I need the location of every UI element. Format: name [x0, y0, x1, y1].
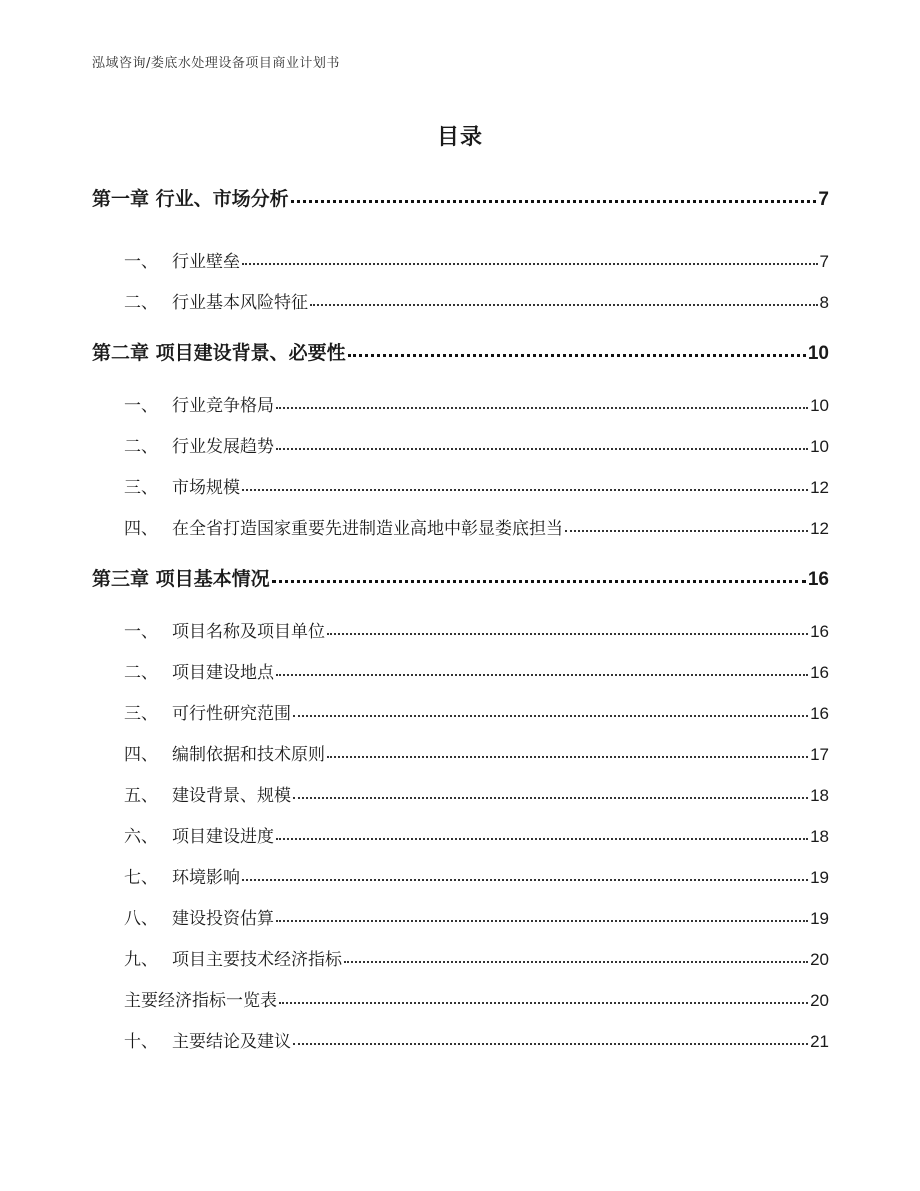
dot-leader — [242, 250, 818, 267]
toc-entry-label — [124, 945, 342, 970]
toc-page-number: 10 — [810, 437, 829, 456]
toc-entry-label — [124, 740, 325, 765]
toc-page-number: 16 — [810, 704, 829, 723]
toc-entry-label: 第一章 行业、市场分析 — [92, 188, 289, 210]
toc-page-number: 18 — [810, 786, 829, 805]
dot-leader — [293, 702, 808, 719]
toc-section[interactable] — [124, 617, 829, 642]
dot-leader — [276, 825, 808, 842]
toc-section[interactable] — [124, 1027, 829, 1052]
toc-section[interactable] — [124, 945, 829, 970]
toc-entry-label — [124, 432, 274, 457]
toc-entry-label — [124, 658, 274, 683]
running-header: 泓域咨询/娄底水处理设备项目商业计划书 — [92, 56, 340, 71]
dot-leader — [276, 394, 808, 411]
toc-section[interactable] — [124, 740, 829, 765]
toc-section-title: 环境影响 — [172, 868, 240, 888]
dot-leader — [276, 661, 808, 678]
toc-section-number: 九、 — [124, 950, 158, 970]
toc-section[interactable] — [124, 699, 829, 724]
toc-section[interactable] — [124, 514, 829, 539]
dot-leader — [327, 743, 808, 760]
toc-page-number: 10 — [810, 396, 829, 415]
toc-entry-label — [124, 391, 274, 416]
toc-chapter-3[interactable] — [92, 564, 829, 591]
toc-section[interactable] — [124, 247, 829, 272]
dot-leader — [276, 435, 808, 452]
toc-page-number: 20 — [810, 950, 829, 969]
toc-section-number: 一、 — [124, 252, 158, 272]
toc-entry-label — [124, 1027, 291, 1052]
toc-section[interactable] — [124, 904, 829, 929]
toc-entry-label — [124, 288, 308, 313]
toc-section-title: 项目主要技术经济指标 — [172, 950, 342, 970]
dot-leader — [310, 291, 818, 308]
toc-section-number: 六、 — [124, 827, 158, 847]
dot-leader — [348, 340, 806, 359]
toc-page-number: 8 — [819, 293, 829, 312]
dot-leader — [293, 784, 808, 801]
toc-section-title: 项目建设地点 — [172, 663, 274, 683]
toc-section-title: 行业基本风险特征 — [172, 293, 308, 313]
toc-page-number: 16 — [810, 622, 829, 641]
toc-section-title: 行业竞争格局 — [172, 396, 274, 416]
dot-leader — [279, 989, 808, 1006]
toc-section-title: 编制依据和技术原则 — [172, 745, 325, 765]
toc-page-number: 12 — [810, 478, 829, 497]
toc-section-number: 二、 — [124, 293, 158, 313]
toc-section-number: 十、 — [124, 1032, 158, 1052]
toc-entry-label: 第二章 项目建设背景、必要性 — [92, 342, 346, 364]
toc-section-number: 五、 — [124, 786, 158, 806]
toc-section[interactable] — [124, 658, 829, 683]
toc-section[interactable] — [124, 288, 829, 313]
toc-section[interactable] — [124, 822, 829, 847]
toc-section[interactable] — [124, 432, 829, 457]
toc-section[interactable] — [124, 781, 829, 806]
toc-page-number: 18 — [810, 827, 829, 846]
toc-section-title: 市场规模 — [172, 478, 240, 498]
toc-section-title: 项目建设进度 — [172, 827, 274, 847]
toc-page-number: 12 — [810, 519, 829, 538]
toc-page-number: 17 — [810, 745, 829, 764]
toc-entry-label: 第三章 项目基本情况 — [92, 568, 270, 590]
toc-entry-label — [124, 781, 291, 806]
toc-entry-label — [124, 514, 563, 539]
toc-page-number: 16 — [807, 569, 829, 590]
toc-entry-label — [124, 863, 240, 888]
toc-section-title: 在全省打造国家重要先进制造业高地中彰显娄底担当 — [172, 519, 563, 539]
toc-section-title: 建设背景、规模 — [172, 786, 291, 806]
toc-section-number: 七、 — [124, 868, 158, 888]
toc-section-title: 行业发展趋势 — [172, 437, 274, 457]
toc-page-number: 7 — [818, 189, 829, 210]
toc-section-title: 建设投资估算 — [172, 909, 274, 929]
toc-page-number: 21 — [810, 1032, 829, 1051]
toc-section[interactable] — [124, 986, 829, 1011]
toc-page-number: 10 — [807, 343, 829, 364]
toc-section[interactable] — [124, 863, 829, 888]
toc-section-number: 三、 — [124, 704, 158, 724]
toc-section[interactable] — [124, 473, 829, 498]
toc-title: 目录 — [436, 125, 483, 150]
toc-section-title: 行业壁垒 — [172, 252, 240, 272]
toc-page-number: 16 — [810, 663, 829, 682]
toc-section-number: 四、 — [124, 745, 158, 765]
toc-section-title: 主要结论及建议 — [172, 1032, 291, 1052]
toc-section-number: 八、 — [124, 909, 158, 929]
toc-section-number: 一、 — [124, 622, 158, 642]
toc-page-number: 20 — [810, 991, 829, 1010]
dot-leader — [276, 907, 808, 924]
dot-leader — [291, 186, 817, 205]
toc-section-title: 项目名称及项目单位 — [172, 622, 325, 642]
toc-section-number: 二、 — [124, 437, 158, 457]
toc-entry-label — [124, 822, 274, 847]
dot-leader — [327, 620, 808, 637]
dot-leader — [565, 517, 808, 534]
toc-section-number: 四、 — [124, 519, 158, 539]
toc-entry-label — [124, 247, 240, 272]
dot-leader — [242, 866, 808, 883]
dot-leader — [293, 1030, 808, 1047]
toc-chapter-2[interactable] — [92, 338, 829, 365]
toc-page-number: 19 — [810, 909, 829, 928]
toc-entry-label — [124, 617, 325, 642]
toc-page-number: 7 — [819, 252, 829, 271]
toc-chapter-1[interactable] — [92, 184, 829, 211]
toc-entry-label — [124, 473, 240, 498]
dot-leader — [272, 566, 806, 585]
toc-section-number: 一、 — [124, 396, 158, 416]
toc-entry-label — [124, 699, 291, 724]
toc-section-title: 可行性研究范围 — [172, 704, 291, 724]
toc-entry-label — [124, 904, 274, 929]
dot-leader — [242, 476, 808, 493]
toc-section[interactable] — [124, 391, 829, 416]
toc-section-number: 三、 — [124, 478, 158, 498]
toc-section-number: 二、 — [124, 663, 158, 683]
toc-page-number: 19 — [810, 868, 829, 887]
dot-leader — [344, 948, 808, 965]
toc-entry-label: 主要经济指标一览表 — [124, 991, 277, 1011]
